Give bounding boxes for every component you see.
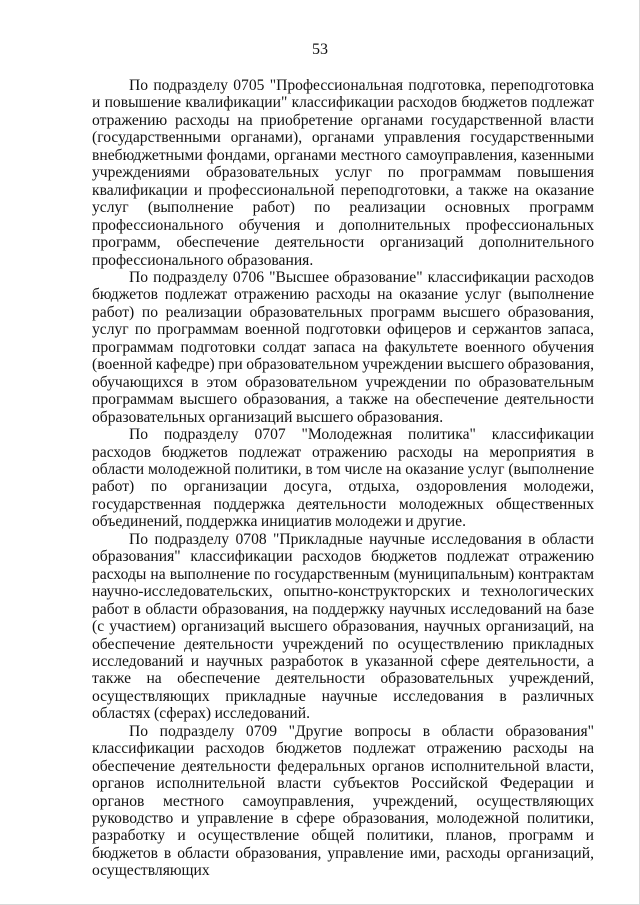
paragraph-subsection-0707: По подразделу 0707 "Молодежная политика" классификации расходов бюджетов подлежат отражению расходы на мероприятия в области молодежной политики, в том числе на оказание услуг (выполнение работ) по организации досуга, отдыха, оздоровления молодежи, государственная поддержка деятельности молодежных общественных объединений, поддержка инициатив молодежи и другие.: [92, 426, 594, 531]
paragraph-subsection-0709: По подразделу 0709 "Другие вопросы в области образования" классификации расходов бюджетов подлежат отражению расходы на обеспечение деятельности федеральных органов исполнительной власти, органов исполнительной власти субъектов Российской Федерации и органов местного самоуправления, учреждений, осуществляющих руководство и управление в сфере образования, молодежной политики, разработку и осуществление общей политики, планов, программ и бюджетов в области образования, управление ими, расходы организаций, осуществляющих: [92, 722, 594, 880]
paragraph-subsection-0705: По подразделу 0705 "Профессиональная подготовка, переподготовка и повышение квалификации" классификации расходов бюджетов подлежат отражению расходы на приобретение органами государственной власти (государственными органами), органами управления государственными внебюджетными фондами, органами местного самоуправления, казенными учреждениями образовательных услуг по программам повышения квалификации и профессиональной переподготовки, а также на оказание услуг (выполнение работ) по реализации основных программ профессионального обучения и дополнительных профессиональных программ, обеспечение деятельности организаций дополнительного профессионального образования.: [92, 77, 594, 269]
paragraph-subsection-0708: По подразделу 0708 "Прикладные научные исследования в области образования" классификации расходов бюджетов подлежат отражению расходы на выполнение по государственным (муниципальным) контрактам научно-исследовательских, опытно-конструкторских и технологических работ в области образования, на поддержку научных исследований на базе (с участием) организаций высшего образования, научных организаций, на обеспечение деятельности учреждений по осуществлению прикладных исследований и научных разработок в указанной сфере деятельности, а также на обеспечение деятельности образовательных учреждений, осуществляющих прикладные научные исследования в различных областях (сферах) исследований.: [92, 530, 594, 723]
document-body: [92, 77, 594, 880]
paragraph-subsection-0706: По подразделу 0706 "Высшее образование" классификации расходов бюджетов подлежат отражению расходы на оказание услуг (выполнение работ) по реализации образовательных программ высшего образования, услуг по программам военной подготовки офицеров и сержантов запаса, программам подготовки солдат запаса на факультете военного обучения (военной кафедре) при образовательном учреждении высшего образования, обучающихся в этом образовательном учреждении по образовательным программам высшего образования, а также на обеспечение деятельности образовательных организаций высшего образования.: [92, 268, 594, 426]
page-number: 53: [312, 41, 328, 58]
